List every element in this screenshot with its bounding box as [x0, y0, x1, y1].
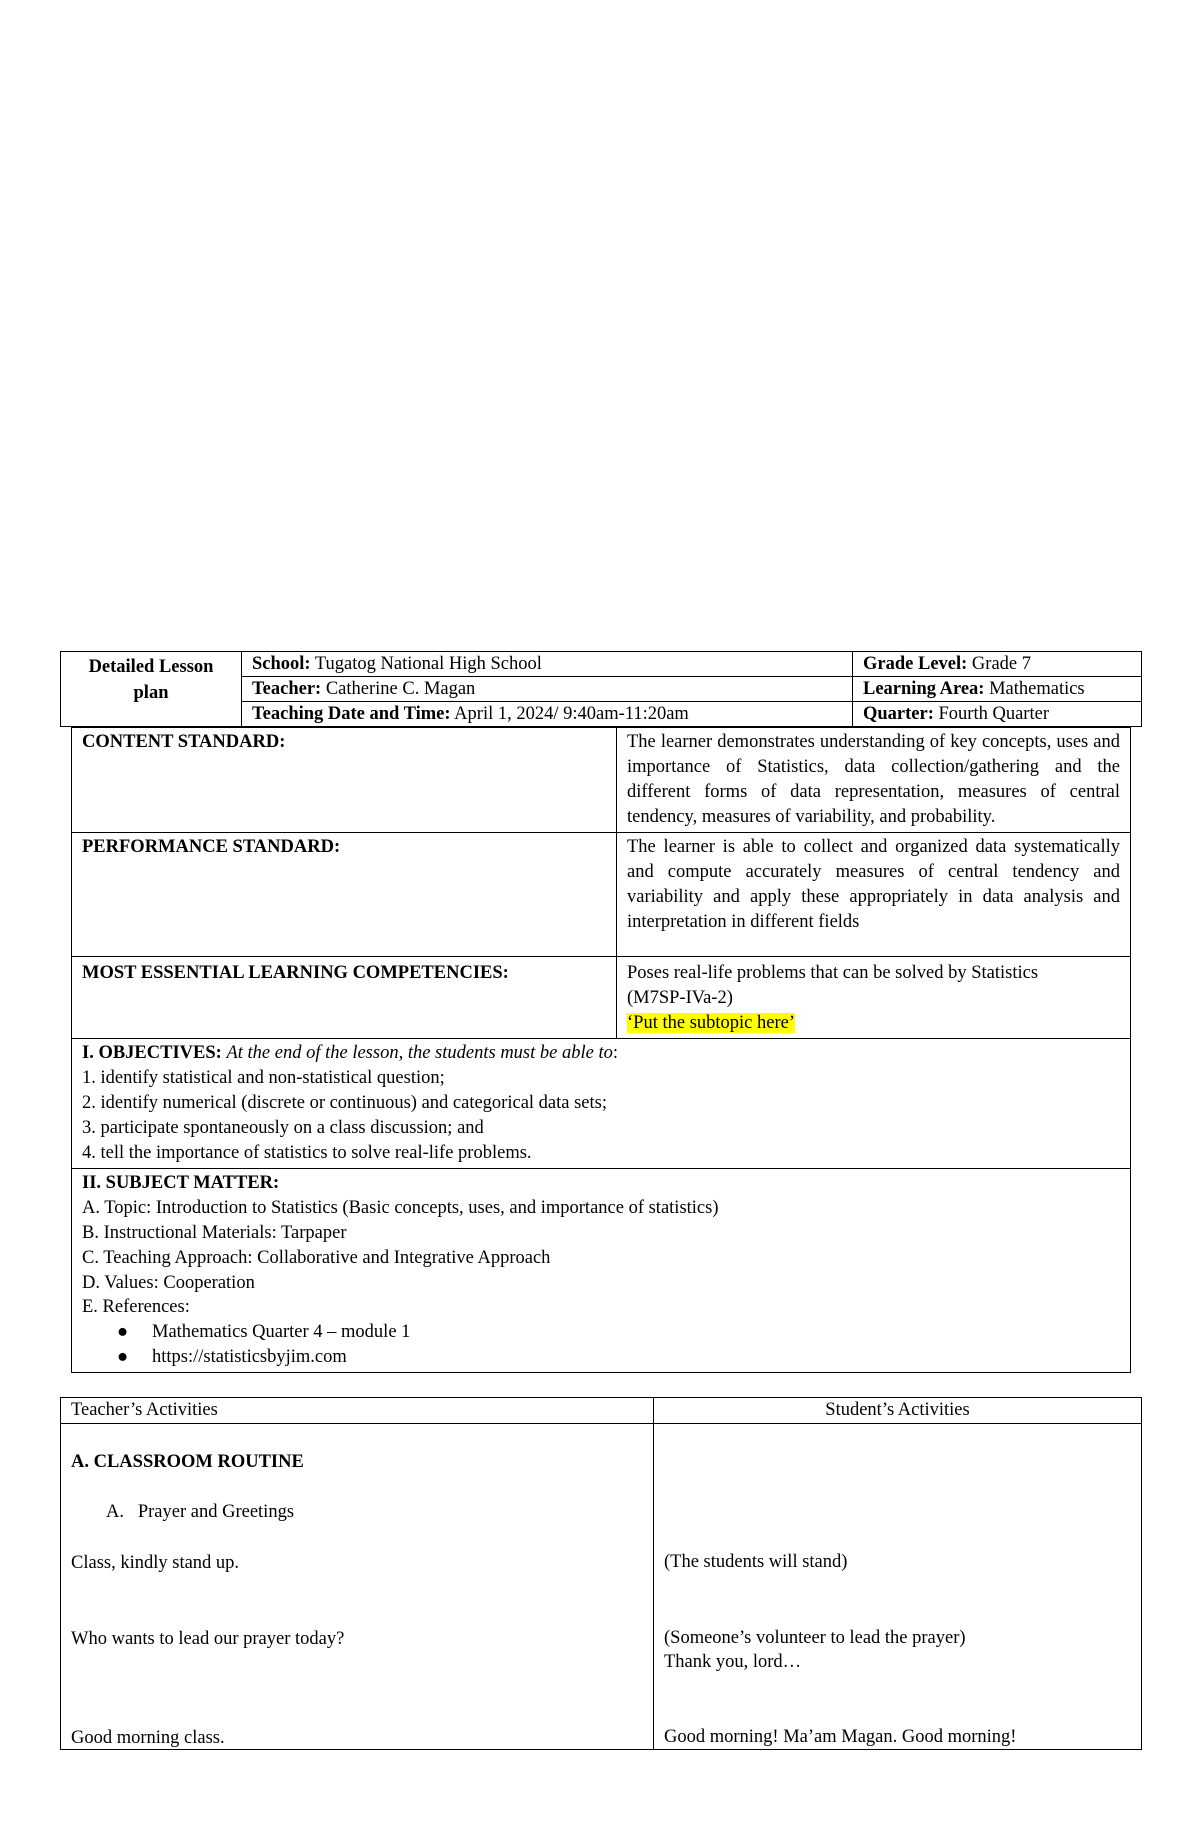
teacher-line: Class, kindly stand up. [71, 1553, 240, 1573]
lesson-body-table [71, 727, 1131, 1373]
teacher-activities-cell [61, 1424, 654, 1750]
teacher-line: Who wants to lead our prayer today? [71, 1629, 345, 1649]
student-activities-header: Student’s Activities [654, 1398, 1142, 1424]
melc-label: MOST ESSENTIAL LEARNING COMPETENCIES: [72, 956, 617, 1038]
objective-item: 4. tell the importance of statistics to solve real-life problems. [82, 1142, 532, 1163]
quarter-cell [853, 702, 1142, 727]
activities-table [60, 1397, 1142, 1750]
dlp-title-cell [61, 652, 242, 727]
school-label: School: [252, 654, 311, 674]
grade-value: Grade 7 [971, 654, 1031, 674]
school-value: Tugatog National High School [314, 654, 542, 674]
quarter-label: Quarter: [863, 704, 934, 724]
grade-label: Grade Level: [863, 654, 968, 674]
subject-matter-item: D. Values: Cooperation [82, 1272, 255, 1293]
teacher-value: Catherine C. Magan [325, 679, 476, 699]
objective-item: 3. participate spontaneously on a class discussion; and [82, 1117, 484, 1138]
quarter-value: Fourth Quarter [938, 704, 1049, 724]
melc-value-line2: (M7SP-IVa-2) [627, 987, 733, 1008]
melc-value-cell [617, 956, 1131, 1038]
student-activities-cell [654, 1424, 1142, 1750]
teacher-activities-header: Teacher’s Activities [61, 1398, 654, 1424]
performance-standard-label: PERFORMANCE STANDARD: [72, 832, 617, 956]
objectives-intro: At the end of the lesson, the students must be able to [226, 1042, 613, 1063]
reference-item [117, 1320, 1120, 1345]
subject-matter-item: A. Topic: Introduction to Statistics (Basic concepts, uses, and importance of statistics) [82, 1197, 719, 1218]
subject-matter-item: B. Instructional Materials: Tarpaper [82, 1222, 347, 1243]
reference-text: https://statisticsbyjim.com [152, 1347, 347, 1368]
subject-matter-heading: II. SUBJECT MATTER: [82, 1172, 280, 1193]
learning-area-value: Mathematics [989, 679, 1085, 699]
datetime-value: April 1, 2024/ 9:40am-11:20am [454, 704, 689, 724]
melc-subtopic-highlight: ‘Put the subtopic here’ [627, 1012, 795, 1033]
classroom-routine-heading: A. CLASSROOM ROUTINE [71, 1452, 304, 1472]
teacher-cell [242, 677, 853, 702]
teacher-line: Good morning class. [71, 1728, 225, 1748]
student-line: (The students will stand) [664, 1552, 848, 1572]
school-cell [242, 652, 853, 677]
reference-text: Mathematics Quarter 4 – module 1 [152, 1322, 411, 1343]
melc-value-line1: Poses real-life problems that can be solved by Statistics [627, 962, 1039, 983]
objective-item: 2. identify numerical (discrete or continuous) and categorical data sets; [82, 1092, 608, 1113]
reference-item [117, 1345, 1120, 1370]
lesson-header-table [60, 651, 1142, 727]
dlp-title-line1: Detailed Lesson [88, 657, 214, 677]
subject-matter-item: E. References: [82, 1297, 190, 1318]
performance-standard-value: The learner is able to collect and organized data systematically and compute accurately measures of central tendency and variability and apply these appropriately in data analysis and interpretation in different fields [617, 832, 1131, 956]
references-list [82, 1320, 1120, 1370]
teacher-label: Teacher: [252, 679, 322, 699]
student-line: (Someone’s volunteer to lead the prayer) [664, 1628, 966, 1648]
objective-item: 1. identify statistical and non-statistical question; [82, 1067, 445, 1088]
objectives-heading: I. OBJECTIVES: [82, 1042, 222, 1063]
subject-matter-cell [72, 1168, 1131, 1373]
bullet-icon: ● [117, 1322, 129, 1343]
objectives-heading-line [82, 1041, 1120, 1066]
prayer-greetings-label: A. Prayer and Greetings [106, 1502, 295, 1522]
subject-matter-item: C. Teaching Approach: Collaborative and Integrative Approach [82, 1247, 551, 1268]
content-standard-value: The learner demonstrates understanding of key concepts, uses and importance of Statistics, data collection/gathering and the different forms of data representation, measures of central tendency, measures of variability, and probability. [617, 728, 1131, 833]
datetime-cell [242, 702, 853, 727]
bullet-icon: ● [117, 1347, 129, 1368]
dlp-title-line2: plan [133, 683, 169, 703]
student-line: Thank you, lord… [664, 1652, 802, 1672]
objectives-cell [72, 1038, 1131, 1168]
learning-area-label: Learning Area: [863, 679, 985, 699]
student-line: Good morning! Ma’am Magan. Good morning! [664, 1727, 1017, 1747]
objectives-intro-colon: : [612, 1042, 618, 1063]
learning-area-cell [853, 677, 1142, 702]
content-standard-label: CONTENT STANDARD: [72, 728, 617, 833]
datetime-label: Teaching Date and Time: [252, 704, 451, 724]
grade-cell [853, 652, 1142, 677]
